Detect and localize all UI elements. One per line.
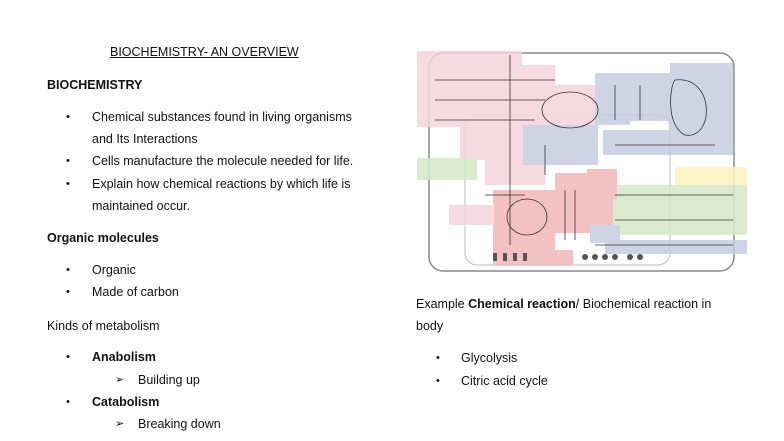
caption-text: / Biochemical reaction in bbox=[575, 297, 712, 311]
bullet-icon: • bbox=[66, 155, 70, 167]
list-item: Organic bbox=[92, 263, 136, 277]
list-item: Chemical substances found in living organisms bbox=[92, 110, 352, 124]
bullet-icon: • bbox=[66, 286, 70, 298]
section-heading-organic-molecules: Organic molecules bbox=[47, 231, 159, 245]
arrow-bullet-icon: ➢ bbox=[115, 374, 125, 386]
bullet-icon: • bbox=[436, 375, 440, 387]
list-item-continuation: and Its Interactions bbox=[92, 132, 198, 146]
list-item: Made of carbon bbox=[92, 285, 179, 299]
sub-item: Breaking down bbox=[138, 417, 221, 431]
list-item: Explain how chemical reactions by which life is bbox=[92, 177, 351, 191]
caption-text: Example bbox=[416, 297, 469, 311]
metabolic-pathways-diagram bbox=[415, 45, 750, 277]
bullet-icon: • bbox=[66, 351, 70, 363]
sub-item: Building up bbox=[138, 373, 200, 387]
list-item-glycolysis: Glycolysis bbox=[461, 351, 518, 365]
bullet-icon: • bbox=[436, 352, 440, 364]
caption-bold-text: Chemical reaction bbox=[468, 297, 576, 311]
bullet-icon: • bbox=[66, 396, 70, 408]
diagram-caption bbox=[416, 297, 711, 312]
bullet-icon: • bbox=[66, 264, 70, 276]
list-item-anabolism: Anabolism bbox=[92, 350, 156, 364]
page-title: BIOCHEMISTRY- AN OVERVIEW bbox=[110, 45, 299, 59]
diagram-caption-line2: body bbox=[416, 319, 444, 333]
section-heading-biochemistry: BIOCHEMISTRY bbox=[47, 78, 143, 92]
section-heading-metabolism: Kinds of metabolism bbox=[47, 319, 160, 333]
list-item-continuation: maintained occur. bbox=[92, 199, 190, 213]
list-item-catabolism: Catabolism bbox=[92, 395, 160, 409]
bullet-icon: • bbox=[66, 178, 70, 190]
bullet-icon: • bbox=[66, 111, 70, 123]
list-item-citric-acid-cycle: Citric acid cycle bbox=[461, 374, 548, 388]
list-item: Cells manufacture the molecule needed for life. bbox=[92, 154, 354, 168]
arrow-bullet-icon: ➢ bbox=[115, 418, 125, 430]
